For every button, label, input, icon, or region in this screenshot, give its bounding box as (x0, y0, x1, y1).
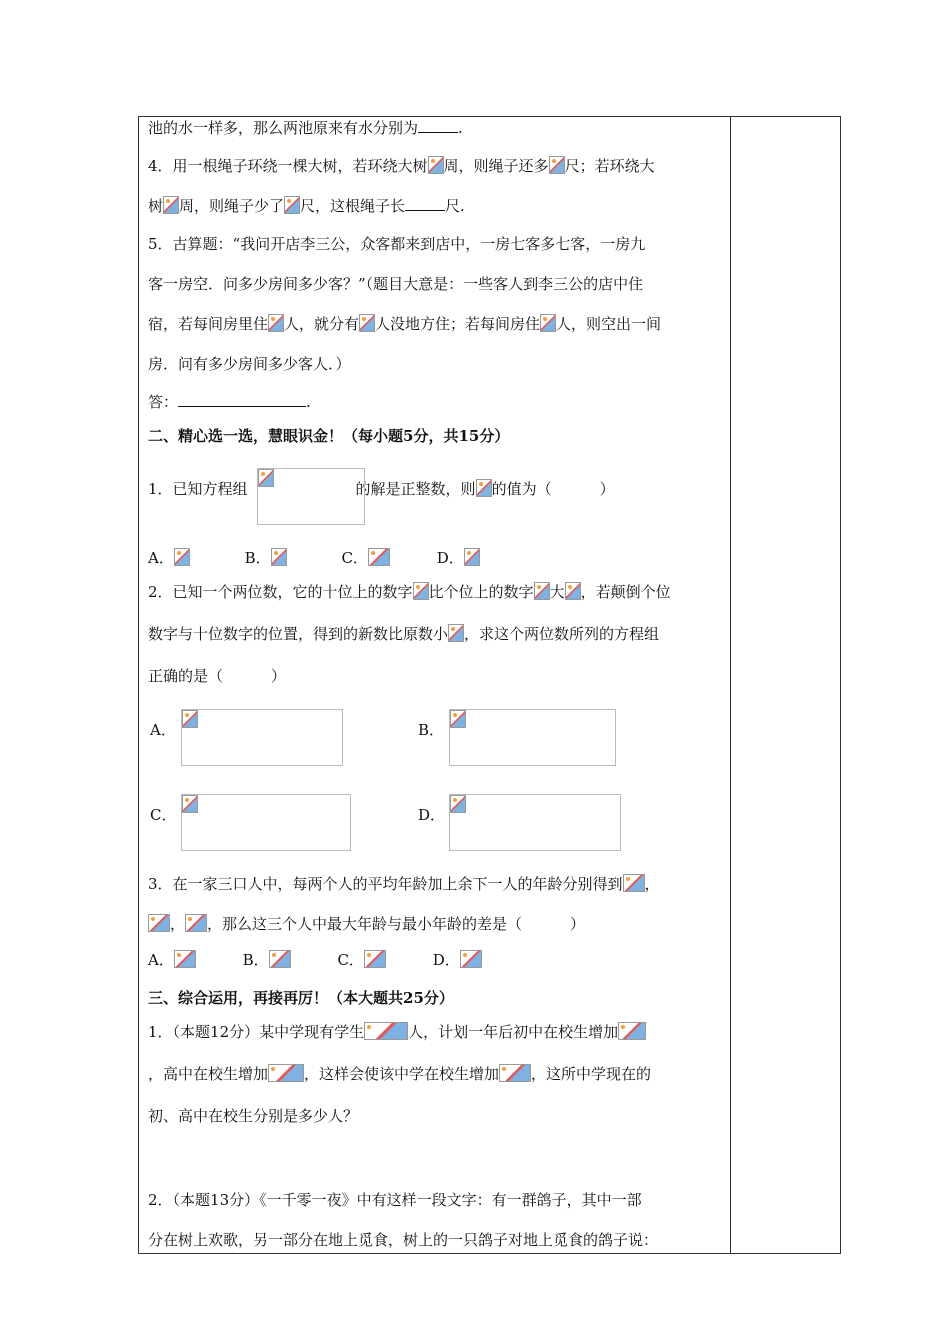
text: 人，则空出一间 (556, 315, 662, 333)
option-label: D． (418, 806, 446, 824)
text-line: 答： . (148, 393, 311, 411)
formula-image-icon (499, 1064, 531, 1082)
text-line: 客一房空．问多少房间多少客？”（题目大意是：一些客人到李三公的店中住 (148, 275, 644, 293)
text-line (148, 874, 660, 894)
formula-image-icon (163, 196, 179, 214)
formula-image-icon (476, 479, 492, 497)
formula-image-icon (269, 950, 291, 968)
text: ，若颠倒个位 (580, 583, 671, 601)
text: 比个位上的数字 (428, 583, 534, 601)
formula-image-icon (185, 914, 207, 932)
option-a-equations (181, 709, 343, 766)
text-line (148, 196, 465, 216)
text: 1．（本题12分）某中学现有学生 (148, 1023, 365, 1041)
text: 数字与十位数字的位置，得到的新数比原数小 (148, 625, 449, 643)
text-line (148, 314, 661, 334)
text: 2．已知一个两位数，它的十位上的数字 (148, 583, 413, 601)
formula-image-icon (450, 710, 466, 728)
text: 池的水一样多，那么两池原来有水分别为 (148, 119, 419, 137)
text-line: 分在树上欢歌，另一部分在地上觅食，树上的一只鸽子对地上觅食的鸽子说： (148, 1231, 659, 1249)
formula-image-icon (428, 156, 444, 174)
option-label: C． (341, 549, 368, 567)
option-c-equations (181, 794, 351, 851)
option-label: D． (432, 951, 460, 969)
formula-image-icon (174, 950, 196, 968)
text: 尺，这根绳子长 (300, 197, 406, 215)
formula-image-icon (268, 1064, 304, 1082)
answer-blank (405, 196, 445, 211)
answer-blank (418, 118, 458, 133)
equation-system-image (257, 468, 365, 525)
options-row (148, 950, 482, 970)
text-line (148, 1022, 646, 1042)
formula-image-icon (268, 314, 284, 332)
text-line: 5．古算题：“我问开店李三公，众客都来到店中，一房七客多七客，一房九 (148, 235, 646, 253)
text: 人，计划一年后初中在校生增加 (408, 1023, 619, 1041)
text-line (148, 156, 655, 176)
option-label: B． (242, 951, 269, 969)
text: ，求这个两位数所列的方程组 (464, 625, 660, 643)
text: 人，就分有 (284, 315, 360, 333)
formula-image-icon (534, 582, 550, 600)
text: 尺；若环绕大 (564, 157, 655, 175)
text: ） (599, 480, 615, 498)
formula-image-icon (364, 1022, 408, 1040)
table-column-divider (730, 116, 731, 1254)
text: ） (570, 915, 586, 933)
formula-image-icon (182, 795, 198, 813)
formula-image-icon (448, 624, 464, 642)
text-line: 房．问有多少房间多少客人．） (148, 355, 351, 373)
section-heading: 二、精心选一选，慧眼识金！（每小题5分，共15分） (148, 427, 510, 445)
formula-image-icon (258, 469, 274, 487)
text-line (148, 1064, 651, 1084)
text: 1．已知方程组 (148, 480, 248, 498)
text: ，这样会使该中学在校生增加 (304, 1065, 500, 1083)
text: 尺. (445, 197, 465, 215)
option-label: B． (418, 721, 445, 739)
text: 树 (148, 197, 164, 215)
option-label: B． (244, 549, 271, 567)
text: ） (271, 667, 287, 685)
option-label: A． (150, 721, 176, 739)
formula-image-icon (368, 548, 390, 566)
formula-image-icon (148, 914, 170, 932)
formula-image-icon (618, 1022, 646, 1040)
text: 答： (148, 393, 179, 411)
text: ，高中在校生增加 (148, 1065, 269, 1083)
formula-image-icon (364, 950, 386, 968)
text-line (148, 666, 286, 686)
text: 4．用一根绳子环绕一棵大树，若环绕大树 (148, 157, 428, 175)
text: ，这所中学现在的 (531, 1065, 652, 1083)
option-label: A． (148, 549, 174, 567)
option-label: D． (436, 549, 464, 567)
formula-image-icon (565, 582, 581, 600)
text: ， (170, 915, 186, 933)
option-d-equations (449, 794, 621, 851)
text: 正确的是（ (148, 667, 224, 685)
text: 的解是正整数，则 (355, 480, 476, 498)
text: ，那么这三个人中最大年龄与最小年龄的差是（ (207, 915, 523, 933)
formula-image-icon (540, 314, 556, 332)
option-label: C． (150, 806, 177, 824)
formula-image-icon (284, 196, 300, 214)
text-line (148, 914, 585, 934)
formula-image-icon (460, 950, 482, 968)
section-heading: 三、综合运用，再接再厉！（本大题共25分） (148, 989, 454, 1007)
option-label: A． (148, 951, 174, 969)
text: 宿，若每间房里住 (148, 315, 269, 333)
formula-image-icon (182, 710, 198, 728)
text: 的值为（ (491, 480, 552, 498)
text: 大 (549, 583, 565, 601)
text-line: 初、高中在校生分别是多少人？ (148, 1107, 359, 1125)
formula-image-icon (271, 548, 287, 566)
option-label: C． (337, 951, 364, 969)
text: 周，则绳子少了 (179, 197, 285, 215)
text-line (148, 582, 671, 602)
formula-image-icon (450, 795, 466, 813)
formula-image-icon (623, 874, 645, 892)
text-line: 池的水一样多，那么两池原来有水分别为 . (148, 119, 463, 137)
formula-image-icon (359, 314, 375, 332)
formula-image-icon (464, 548, 480, 566)
text: 周，则绳子还多 (443, 157, 549, 175)
text-line (148, 479, 615, 499)
text: 人没地方住；若每间房住 (375, 315, 541, 333)
formula-image-icon (413, 582, 429, 600)
options-row (148, 548, 480, 568)
text: ， (644, 875, 660, 893)
text-line: 2．（本题13分）《一千零一夜》中有这样一段文字：有一群鸽子，其中一部 (148, 1191, 642, 1209)
text: 3．在一家三口人中，每两个人的平均年龄加上余下一人的年龄分别得到 (148, 875, 623, 893)
answer-blank (178, 392, 306, 407)
option-b-equations (449, 709, 616, 766)
formula-image-icon (549, 156, 565, 174)
text-line (148, 624, 659, 644)
formula-image-icon (174, 548, 190, 566)
